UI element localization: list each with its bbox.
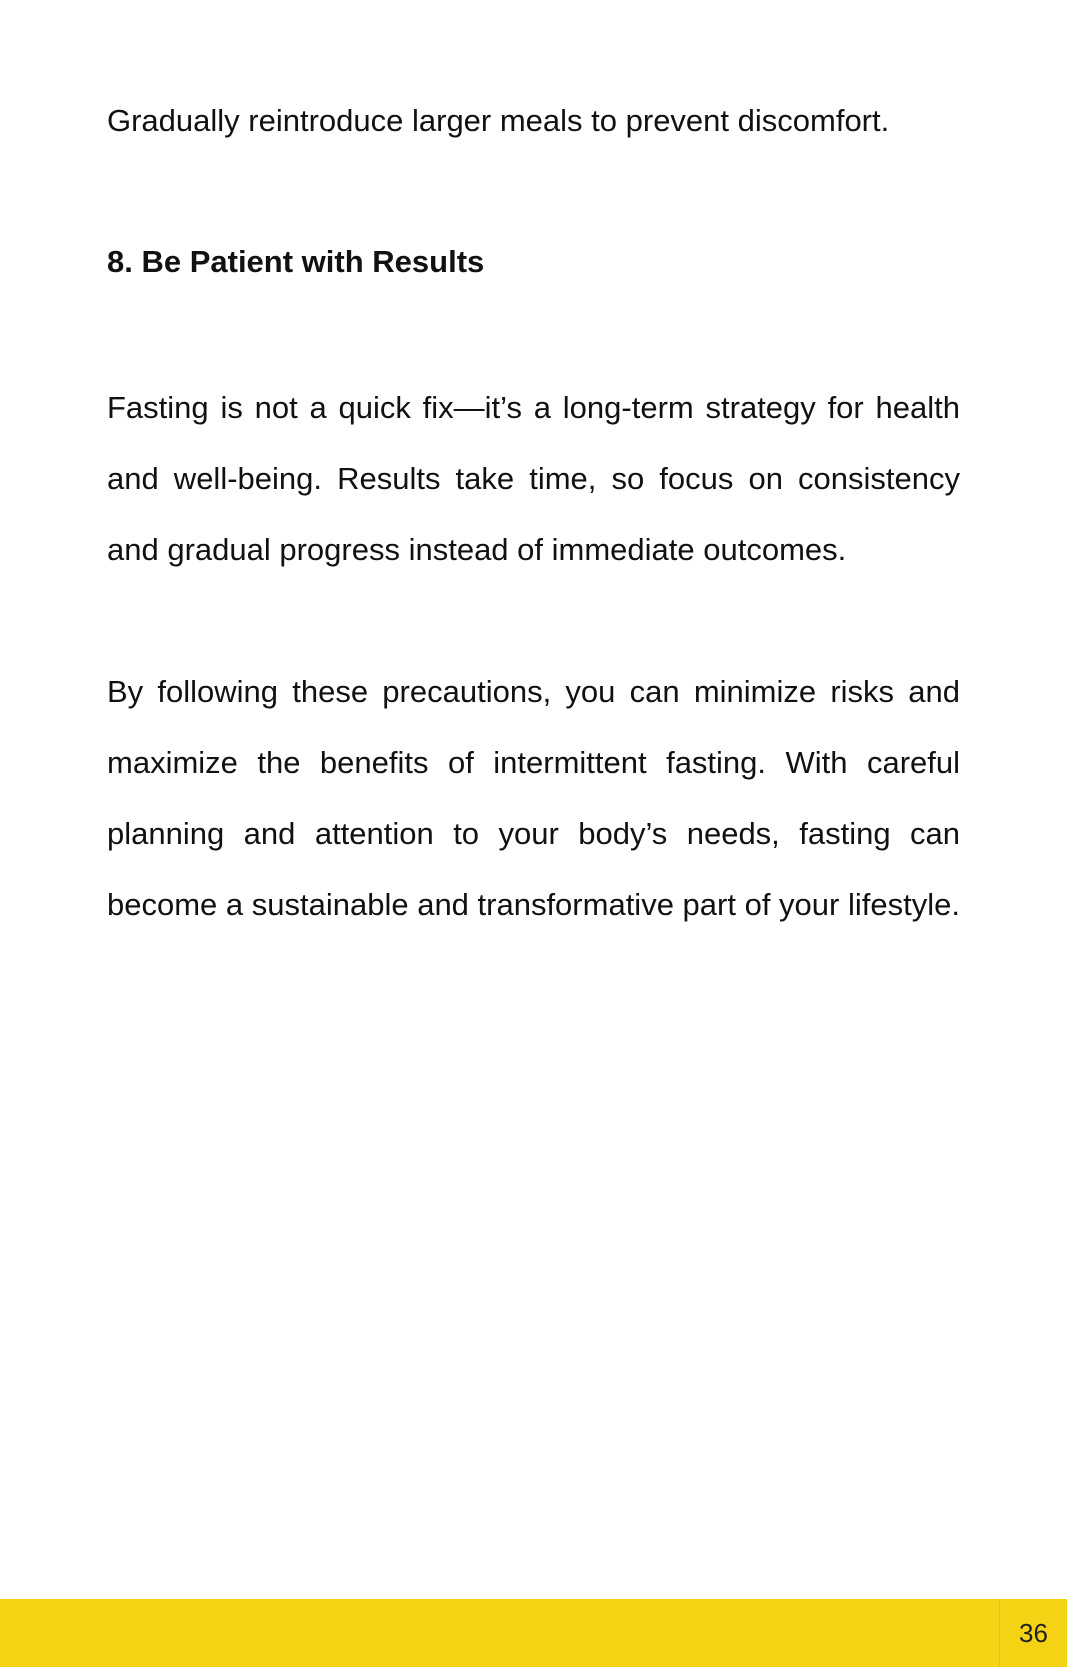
body-paragraph-1: Fasting is not a quick fix—it’s a long-term strategy for health and well-being. Results take time, so focus on consistency and gradual progress instead of immediate outcomes. (107, 390, 960, 567)
page-number: 36 (999, 1599, 1067, 1667)
lead-paragraph: Gradually reintroduce larger meals to prevent discomfort. (107, 103, 890, 138)
section-heading: 8. Be Patient with Results (107, 244, 485, 279)
spacer (107, 585, 960, 656)
footer-bar (0, 1599, 1067, 1667)
body-paragraph-2: By following these precautions, you can minimize risks and maximize the benefits of intermittent fasting. With careful planning and attention to your body’s needs, fasting can become a sustainable and transformative part of your lifestyle. (107, 674, 960, 922)
spacer (107, 293, 960, 372)
spacer (107, 152, 960, 231)
page-content (107, 90, 960, 940)
